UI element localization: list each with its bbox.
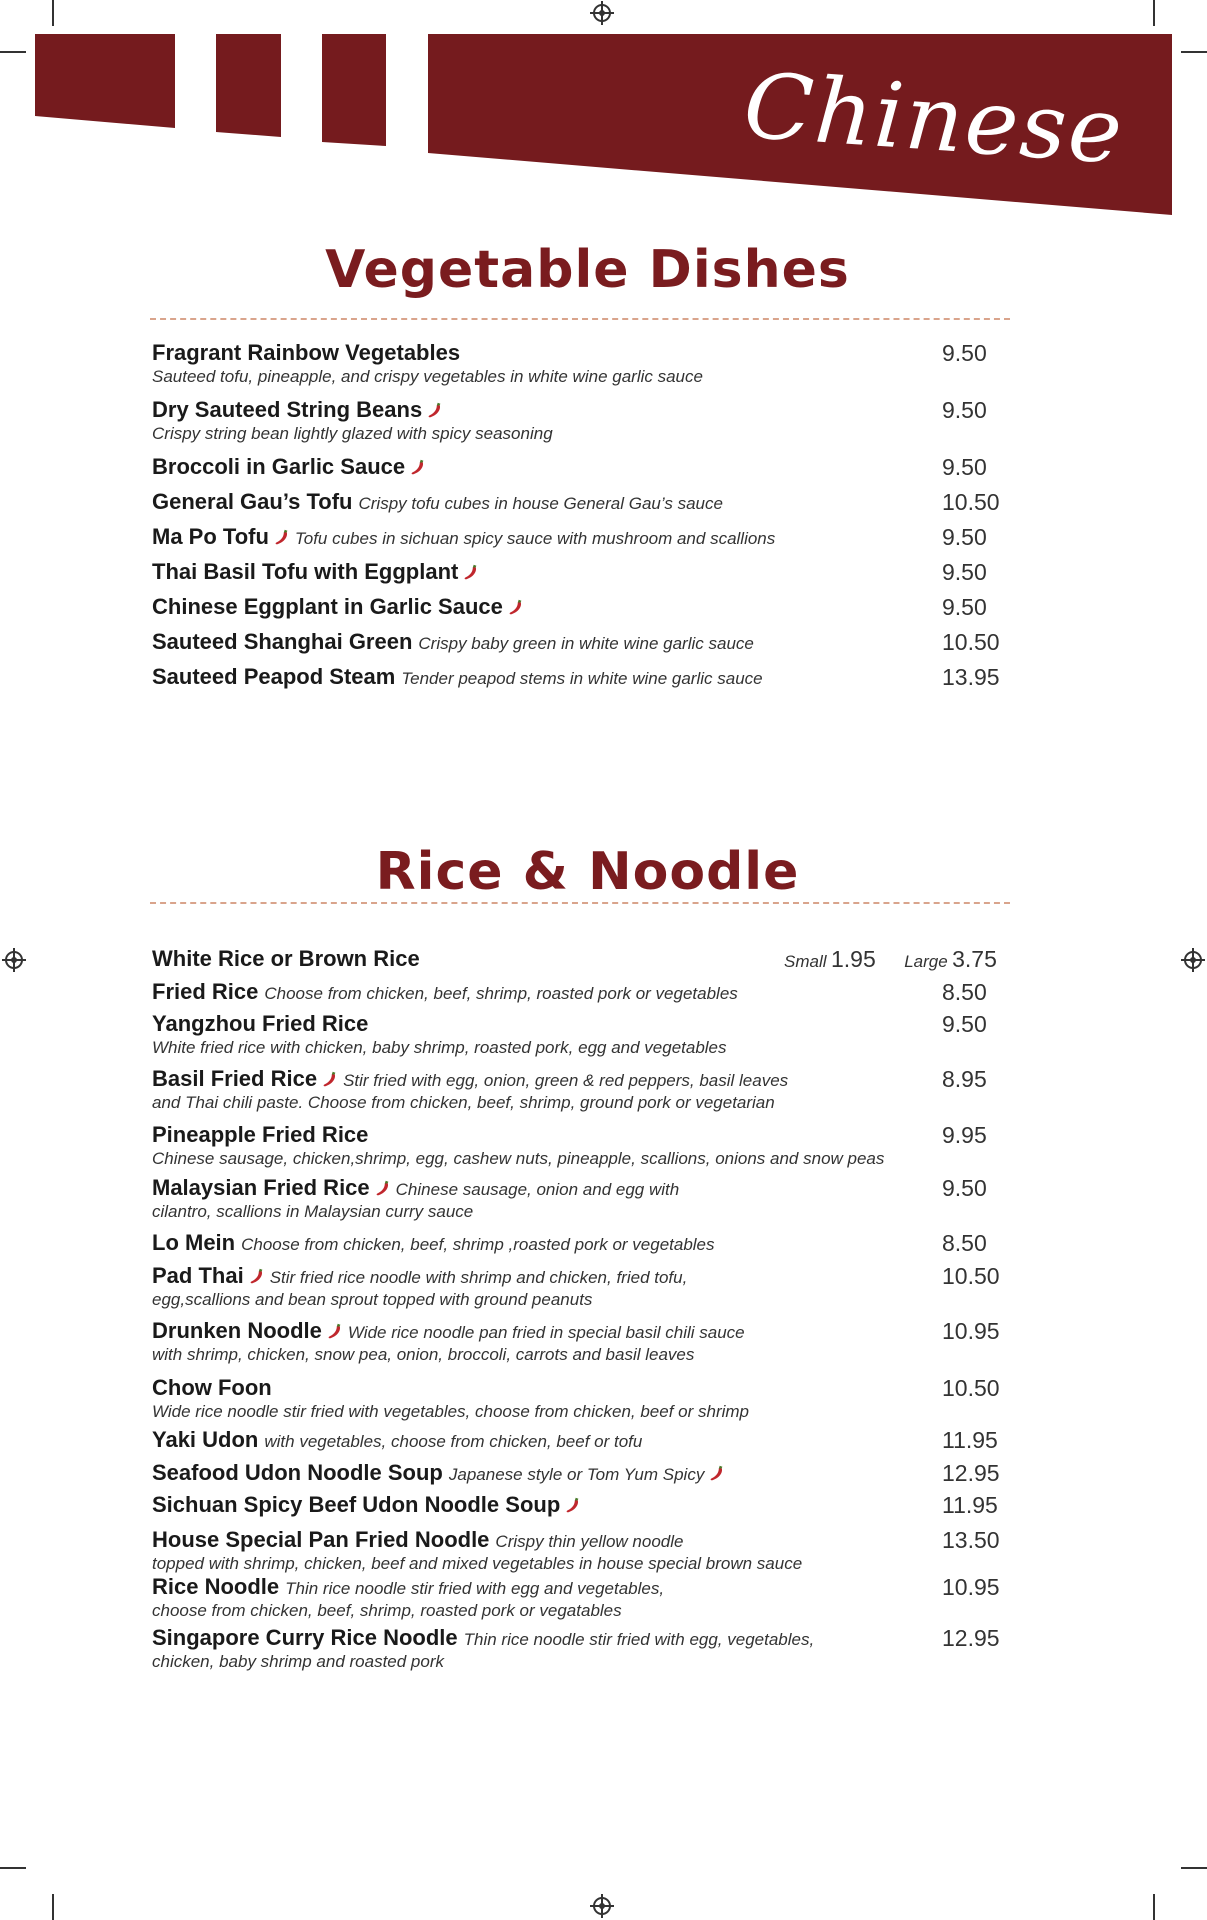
section-divider <box>150 318 1010 320</box>
item-price: 11.95 <box>942 1492 998 1518</box>
chili-pepper-icon <box>321 1070 339 1088</box>
item-description: Stir fried rice noodle with shrimp and chicken, fried tofu, <box>269 1268 688 1287</box>
item-description-line: cilantro, scallions in Malaysian curry sauce <box>152 1202 474 1221</box>
menu-item <box>152 1492 1022 1518</box>
chili-pepper-icon <box>462 563 480 581</box>
item-name: Pineapple Fried Rice <box>152 1122 369 1147</box>
item-description-line: choose from chicken, beef, shrimp, roasted pork or vegatables <box>152 1601 622 1620</box>
item-price: 10.50 <box>942 1263 1000 1289</box>
item-price: 9.50 <box>942 594 987 620</box>
item-price: 8.95 <box>942 1066 987 1092</box>
large-label: Large <box>904 952 948 971</box>
menu-item <box>152 629 1022 655</box>
crop-mark <box>1153 1894 1155 1920</box>
item-name: Broccoli in Garlic Sauce <box>152 454 406 479</box>
item-description: Stir fried with egg, onion, green & red peppers, basil leaves <box>343 1071 789 1090</box>
menu-item <box>152 1263 1022 1310</box>
item-price: 12.95 <box>942 1625 1000 1651</box>
banner-stripe <box>322 34 386 146</box>
section-title-vegetable: Vegetable Dishes <box>325 240 850 300</box>
chili-pepper-icon <box>564 1496 582 1514</box>
item-description-line: and Thai chili paste. Choose from chicken, beef, shrimp, ground pork or vegetarian <box>152 1093 775 1112</box>
chili-pepper-icon <box>426 401 444 419</box>
item-description: Crispy thin yellow noodle <box>495 1532 684 1551</box>
chili-pepper-icon <box>708 1464 726 1482</box>
item-price: 9.50 <box>942 524 987 550</box>
item-description: Thin rice noodle stir fried with egg, vegetables, <box>463 1630 815 1649</box>
item-name: Drunken Noodle <box>152 1318 322 1343</box>
menu-item <box>152 979 1022 1005</box>
item-price: 9.50 <box>942 454 987 480</box>
crop-mark <box>52 1894 54 1920</box>
item-price: 8.50 <box>942 1230 987 1256</box>
banner-title: Chinese <box>740 53 1127 185</box>
item-price: 10.95 <box>942 1318 1000 1344</box>
menu-item <box>152 1574 1022 1621</box>
registration-mark-icon <box>1184 951 1202 969</box>
item-description-line: White fried rice with chicken, baby shrimp, roasted pork, egg and vegetables <box>152 1038 727 1057</box>
menu-item <box>152 1318 1022 1365</box>
item-name: Malaysian Fried Rice <box>152 1175 370 1200</box>
crop-mark <box>1181 1867 1207 1869</box>
chili-pepper-icon <box>409 458 427 476</box>
menu-item <box>152 594 1022 620</box>
item-name: Pad Thai <box>152 1263 244 1288</box>
banner-stripe <box>35 34 175 128</box>
item-description: Wide rice noodle pan fried in special basil chili sauce <box>347 1323 745 1342</box>
item-description-line: Wide rice noodle stir fried with vegetables, choose from chicken, beef or shrimp <box>152 1402 750 1421</box>
item-description-line: Chinese sausage, chicken,shrimp, egg, cashew nuts, pineapple, scallions, onions and snow peas <box>152 1149 885 1168</box>
item-name: Sauteed Shanghai Green <box>152 629 413 654</box>
item-name: Fragrant Rainbow Vegetables <box>152 340 461 365</box>
item-name: Sauteed Peapod Steam <box>152 664 396 689</box>
item-description: with vegetables, choose from chicken, beef or tofu <box>264 1432 643 1451</box>
menu-item <box>152 1375 1022 1422</box>
item-price: 10.50 <box>942 1375 1000 1401</box>
menu-item <box>152 1175 1022 1222</box>
item-name: House Special Pan Fried Noodle <box>152 1527 490 1552</box>
item-price: 12.95 <box>942 1460 1000 1486</box>
item-price: 13.50 <box>942 1527 1000 1553</box>
item-name: Fried Rice <box>152 979 259 1004</box>
menu-item <box>152 664 1022 690</box>
item-description-line: chicken, baby shrimp and roasted pork <box>152 1652 444 1671</box>
item-name: Singapore Curry Rice Noodle <box>152 1625 458 1650</box>
chili-pepper-icon <box>374 1179 392 1197</box>
chili-pepper-icon <box>248 1267 266 1285</box>
small-label: Small <box>784 952 827 971</box>
menu-item <box>152 1527 1022 1574</box>
item-name: Thai Basil Tofu with Eggplant <box>152 559 459 584</box>
item-name: Ma Po Tofu <box>152 524 269 549</box>
item-name: Yangzhou Fried Rice <box>152 1011 369 1036</box>
item-price: 8.50 <box>942 979 987 1005</box>
registration-mark-icon <box>593 1897 611 1915</box>
menu-item <box>152 1427 1022 1453</box>
item-price: 9.50 <box>942 340 987 366</box>
item-description-line: Crispy string bean lightly glazed with spicy seasoning <box>152 424 553 443</box>
banner-stripe <box>216 34 281 137</box>
item-price: 9.95 <box>942 1122 987 1148</box>
item-price: 13.95 <box>942 664 1000 690</box>
item-description: Thin rice noodle stir fried with egg and vegetables, <box>285 1579 665 1598</box>
crop-mark <box>0 1867 26 1869</box>
item-name: Chow Foon <box>152 1375 272 1400</box>
size-prices <box>784 946 1034 973</box>
menu-item <box>152 397 1022 444</box>
item-name: Lo Mein <box>152 1230 236 1255</box>
large-price: 3.75 <box>952 946 997 972</box>
item-description: Choose from chicken, beef, shrimp, roasted pork or vegetables <box>264 984 738 1003</box>
item-name: Yaki Udon <box>152 1427 259 1452</box>
small-price: 1.95 <box>830 946 876 972</box>
item-description: Choose from chicken, beef, shrimp ,roasted pork or vegetables <box>241 1235 715 1254</box>
menu-item <box>152 340 1022 387</box>
item-description: Tofu cubes in sichuan spicy sauce with mushroom and scallions <box>294 529 776 548</box>
chili-pepper-icon <box>507 598 525 616</box>
item-name: Dry Sauteed String Beans <box>152 397 423 422</box>
item-price: 10.95 <box>942 1574 1000 1600</box>
menu-item <box>152 1011 1022 1058</box>
item-name: Basil Fried Rice <box>152 1066 318 1091</box>
section-title-rice-noodle: Rice & Noodle <box>375 842 800 902</box>
item-name: Chinese Eggplant in Garlic Sauce <box>152 594 503 619</box>
item-price: 11.95 <box>942 1427 998 1453</box>
menu-item <box>152 1066 1022 1113</box>
item-description: Crispy baby green in white wine garlic sauce <box>418 634 754 653</box>
item-price: 9.50 <box>942 1011 987 1037</box>
section-divider <box>150 902 1010 904</box>
item-price: 9.50 <box>942 1175 987 1201</box>
item-description: Chinese sausage, onion and egg with <box>395 1180 680 1199</box>
item-price: 9.50 <box>942 559 987 585</box>
item-description-line: topped with shrimp, chicken, beef and mixed vegetables in house special brown sauce <box>152 1554 803 1573</box>
item-description: Crispy tofu cubes in house General Gau’s sauce <box>358 494 723 513</box>
item-description: Japanese style or Tom Yum Spicy <box>448 1465 705 1484</box>
menu-item <box>152 524 1022 550</box>
item-name: White Rice or Brown Rice <box>152 946 420 971</box>
item-name: General Gau’s Tofu <box>152 489 353 514</box>
menu-item <box>152 559 1022 585</box>
menu-item <box>152 1460 1022 1486</box>
menu-item <box>152 1625 1022 1672</box>
item-name: Sichuan Spicy Beef Udon Noodle Soup <box>152 1492 561 1517</box>
menu-item <box>152 1122 1022 1169</box>
chili-pepper-icon <box>273 528 291 546</box>
item-name: Seafood Udon Noodle Soup <box>152 1460 443 1485</box>
menu-item <box>152 454 1022 480</box>
menu-item <box>152 1230 1022 1256</box>
item-description-line: egg,scallions and bean sprout topped with ground peanuts <box>152 1290 593 1309</box>
item-price: 9.50 <box>942 397 987 423</box>
menu-item-white-rice <box>152 946 1022 972</box>
registration-mark-icon <box>5 951 23 969</box>
item-description: Tender peapod stems in white wine garlic sauce <box>401 669 763 688</box>
chili-pepper-icon <box>326 1322 344 1340</box>
item-description-line: with shrimp, chicken, snow pea, onion, broccoli, carrots and basil leaves <box>152 1345 695 1364</box>
menu-item <box>152 489 1022 515</box>
item-description-line: Sauteed tofu, pineapple, and crispy vegetables in white wine garlic sauce <box>152 367 703 386</box>
item-name: Rice Noodle <box>152 1574 280 1599</box>
item-price: 10.50 <box>942 629 1000 655</box>
item-price: 10.50 <box>942 489 1000 515</box>
